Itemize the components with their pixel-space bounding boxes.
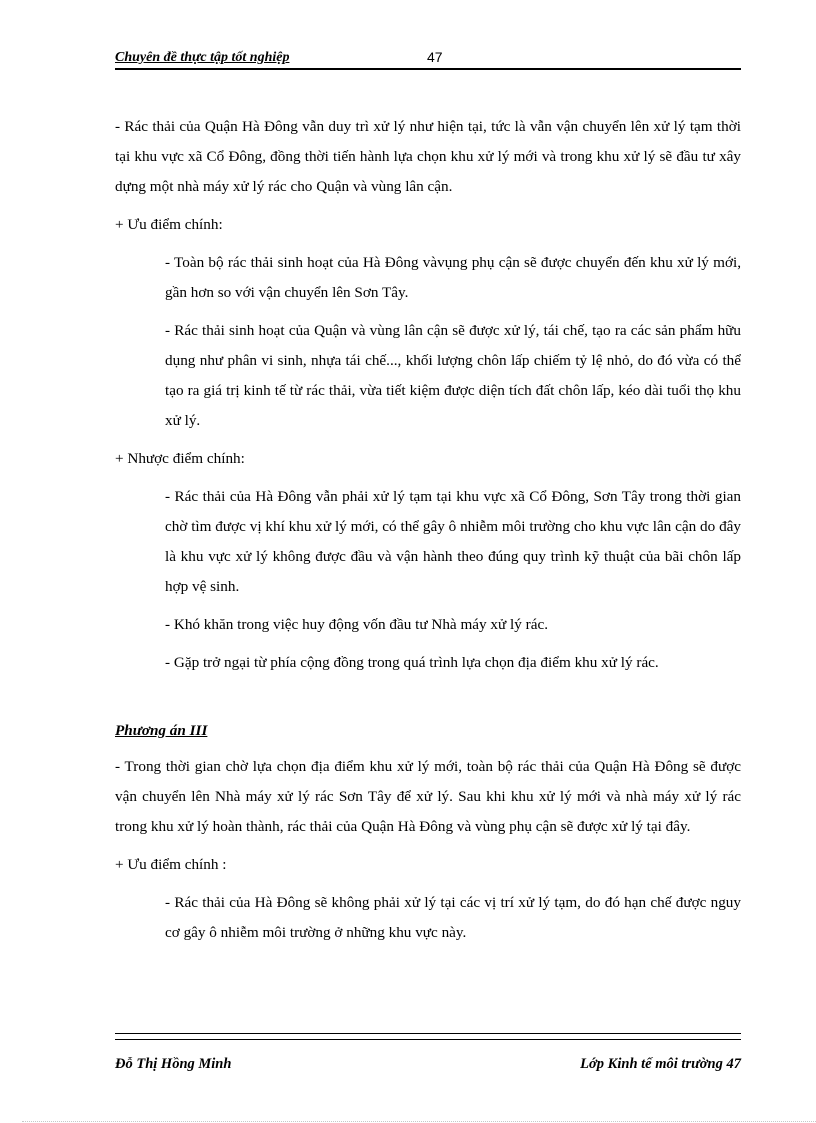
footer-class: Lớp Kinh tế môi trường 47 [580,1056,741,1072]
disadvantages-heading: + Nhược điểm chính: [115,450,245,467]
page-header [115,48,741,70]
disadvantage-item: - Rác thải của Hà Đông vẫn phải xử lý tạm tại khu vực xã Cổ Đông, Sơn Tây trong thời gian chờ tìm được vị khí khu xử lý mới, có thể gây ô nhiễm môi trường cho khu vực lân cận do đây là khu vực xử lý không được đầu và vận hành theo đúng quy trình kỹ thuật của bãi chôn lấp hợp vệ sinh. [165,488,741,595]
disadvantage-item: - Gặp trở ngại từ phía cộng đồng trong quá trình lựa chọn địa điểm khu xử lý rác. [165,654,659,671]
advantage-item: - Rác thải của Hà Đông sẽ không phải xử lý tại các vị trí xử lý tạm, do đó hạn chế được nguy cơ gây ô nhiễm môi trường ở những khu vực này. [165,894,741,941]
advantages-heading-1: + Ưu điểm chính: [115,216,223,233]
document-body [115,112,741,956]
header-title: Chuyên đề thực tập tốt nghiệp [115,50,290,65]
paragraph-intro: - Rác thải của Quận Hà Đông vẫn duy trì xử lý như hiện tại, tức là vẫn vận chuyển lên xử lý tạm thời tại khu vực xã Cổ Đông, đồng thời tiến hành lựa chọn khu xử lý mới và trong khu xử lý sẽ đầu tư xây dựng một nhà máy xử lý rác cho Quận và vùng lân cận. [115,118,741,195]
advantage-item: - Toàn bộ rác thải sinh hoạt của Hà Đông vàvụng phụ cận sẽ được chuyển đến khu xử lý mới, gần hơn so với vận chuyển lên Sơn Tây. [165,254,741,301]
section-title: Phương án III [115,722,208,739]
footer-author: Đỗ Thị Hồng Minh [115,1056,232,1072]
paragraph-option-3: - Trong thời gian chờ lựa chọn địa điểm khu xử lý mới, toàn bộ rác thải của Quận Hà Đông sẽ được vận chuyển lên Nhà máy xử lý rác Sơn Tây để xử lý. Sau khi khu xử lý mới và nhà máy xử lý rác trong khu xử lý hoàn thành, rác thải của Quận Hà Đông và vùng phụ cận sẽ được xử lý tại đây. [115,758,741,835]
advantages-heading-2: + Ưu điểm chính : [115,856,227,873]
footer-divider [115,1033,741,1040]
disadvantage-item: - Khó khăn trong việc huy động vốn đầu tư Nhà máy xử lý rác. [165,616,548,633]
advantage-item: - Rác thải sinh hoạt của Quận và vùng lân cận sẽ được xử lý, tái chế, tạo ra các sản phẩm hữu dụng như phân vi sinh, nhựa tái chế..., khối lượng chôn lấp chiếm tỷ lệ nhỏ, do đó vừa có thể tạo ra giá trị kinh tế từ rác thải, vừa tiết kiệm được diện tích đất chôn lấp, kéo dài tuổi thọ khu xử lý. [165,322,741,429]
page-edge-divider [22,1121,816,1122]
page-number: 47 [427,49,443,65]
